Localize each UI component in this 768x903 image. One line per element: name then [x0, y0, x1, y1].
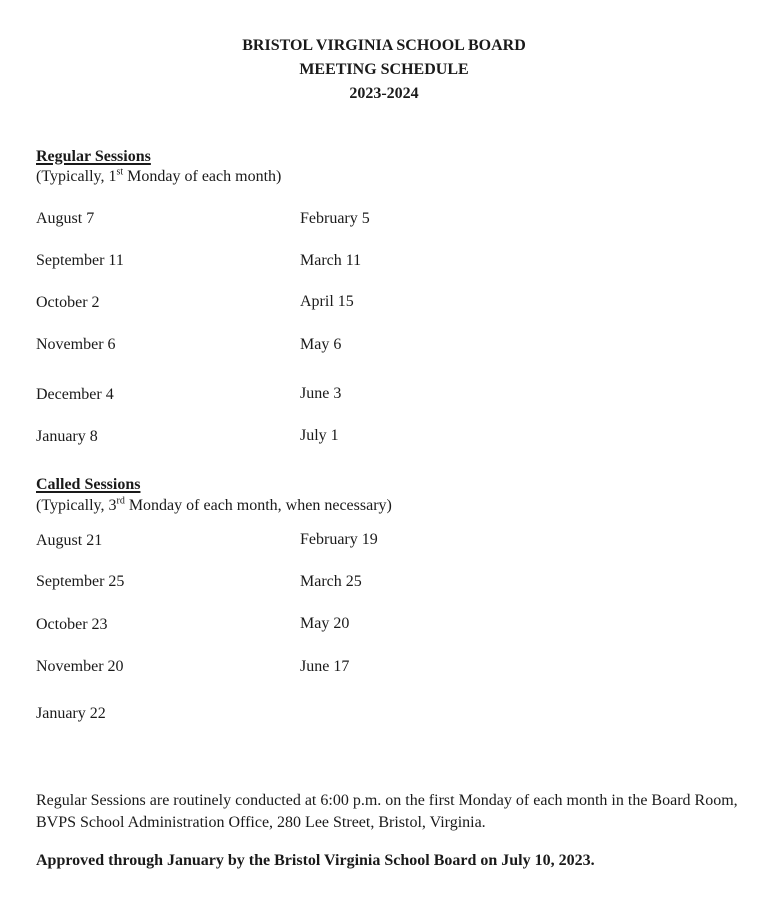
regular-note-suffix: Monday of each month): [123, 168, 282, 185]
called-note-sup: rd: [116, 495, 125, 507]
called-note-suffix: Monday of each month, when necessary): [124, 497, 392, 514]
called-date-left: January 22: [36, 705, 106, 722]
document-header: [0, 34, 768, 106]
regular-date-right: February 5: [300, 210, 370, 227]
regular-note-sup: st: [116, 166, 124, 178]
regular-date-right: June 3: [300, 385, 342, 402]
called-date-left: November 20: [36, 658, 124, 675]
regular-date-right: April 15: [300, 293, 354, 310]
regular-sessions-title: Regular Sessions: [36, 148, 151, 165]
header-schedule-title: MEETING SCHEDULE: [299, 61, 469, 78]
regular-note-prefix: (Typically, 1: [36, 168, 117, 185]
called-sessions-note: [36, 497, 392, 515]
regular-date-left: September 11: [36, 252, 124, 269]
called-date-right: May 20: [300, 615, 350, 632]
regular-date-left: October 2: [36, 294, 100, 311]
regular-date-left: August 7: [36, 210, 95, 227]
called-date-right: March 25: [300, 573, 362, 590]
called-note-prefix: (Typically, 3: [36, 497, 117, 514]
called-sessions-title: Called Sessions: [36, 476, 141, 493]
called-date-left: September 25: [36, 573, 125, 590]
called-date-left: August 21: [36, 532, 103, 549]
regular-date-left: December 4: [36, 386, 114, 403]
regular-date-left: January 8: [36, 428, 98, 445]
approval-statement: Approved through January by the Bristol Virginia School Board on July 10, 2023.: [36, 852, 595, 869]
header-board-name: BRISTOL VIRGINIA SCHOOL BOARD: [242, 37, 526, 54]
header-year: 2023-2024: [349, 85, 419, 102]
regular-date-right: May 6: [300, 336, 342, 353]
regular-date-right: July 1: [300, 427, 339, 444]
meeting-location-note: Regular Sessions are routinely conducted at 6:00 p.m. on the first Monday of each month in the Board Room, BVPS School Administration Office, 280 Lee Street, Bristol, Virginia.: [36, 792, 738, 831]
regular-date-left: November 6: [36, 336, 116, 353]
regular-date-right: March 11: [300, 252, 362, 269]
regular-sessions-note: [36, 168, 281, 186]
called-date-left: October 23: [36, 616, 108, 633]
called-date-right: February 19: [300, 531, 378, 548]
called-date-right: June 17: [300, 658, 350, 675]
